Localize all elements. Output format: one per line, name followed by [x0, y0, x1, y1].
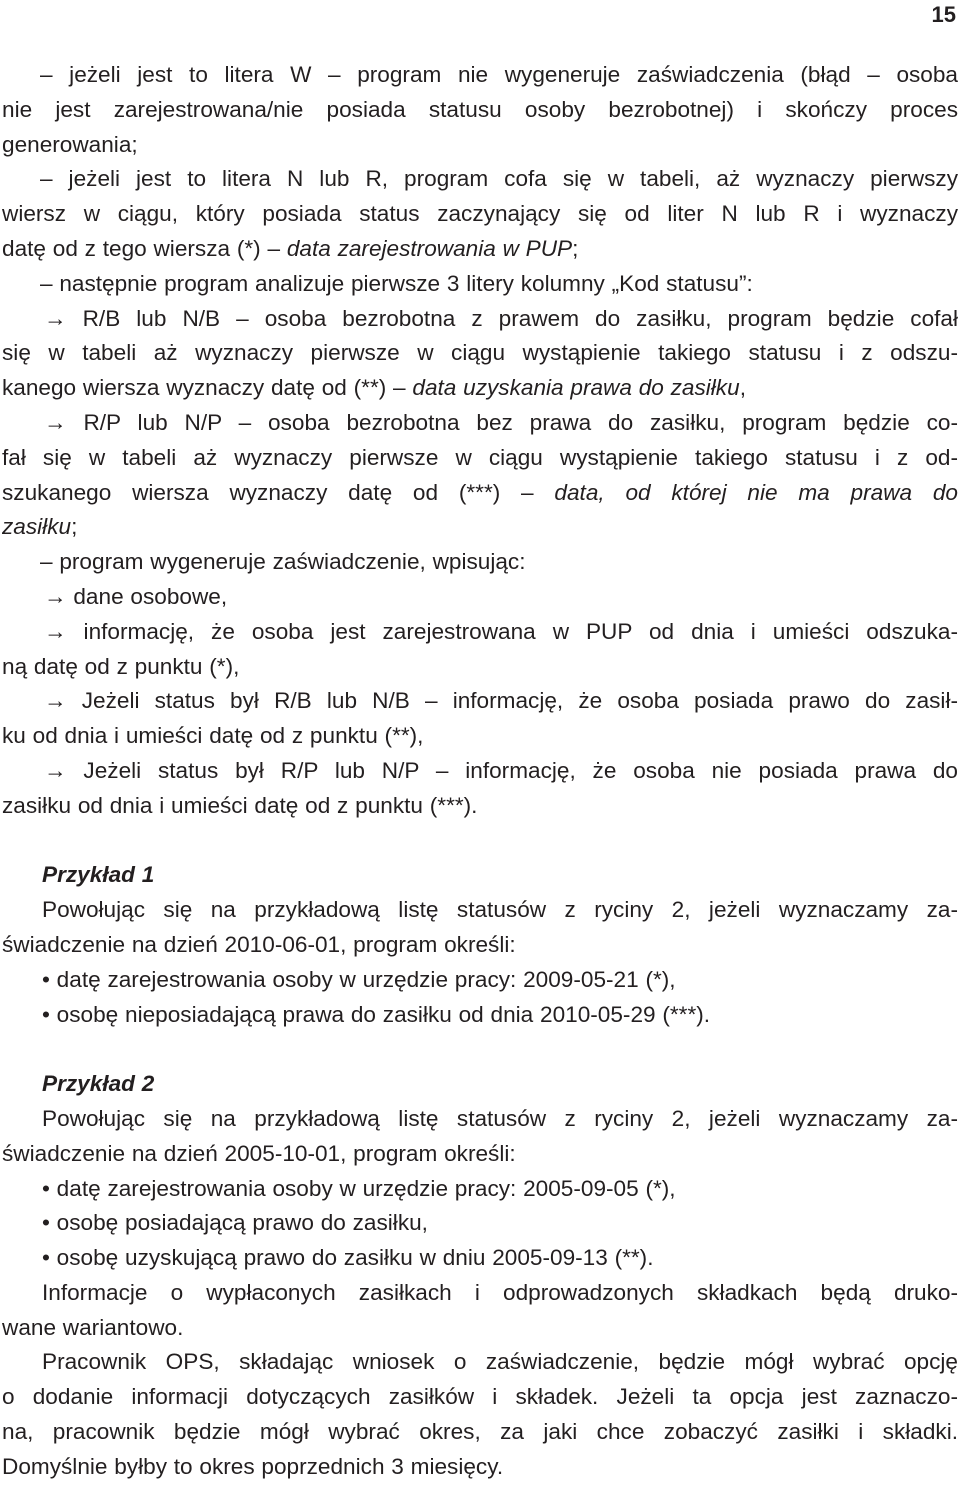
text-line: zasiłku od dnia i umieści datę od z punktu (***).	[2, 792, 478, 818]
text-line: → dane osobowe,	[44, 583, 228, 609]
italic-term: zasiłku	[2, 514, 72, 540]
text-line	[2, 476, 958, 511]
text-line: Domyślnie byłby to okres poprzednich 3 miesięcy.	[2, 1453, 504, 1479]
text-span: kanego wiersza wyznaczy datę od (**) –	[2, 375, 413, 401]
text-line: Powołując się na przykładową listę statusów z ryciny 2, jeżeli wyznaczamy za-	[42, 897, 958, 923]
bullet-item: • datę zarejestrowania osoby w urzędzie pracy: 2009-05-21 (*),	[42, 966, 676, 992]
text-line: świadczenie na dzień 2005-10-01, program określi:	[2, 1140, 516, 1166]
text-line	[2, 371, 958, 406]
bullet-item: • osobę uzyskującą prawo do zasiłku w dniu 2005-09-13 (**).	[42, 1245, 654, 1271]
text-line: Pracownik OPS, składając wniosek o zaświadczenie, będzie mógł wybrać opcję	[42, 1349, 958, 1375]
text-line: ną datę od z punktu (*),	[2, 653, 240, 679]
text-line: – program wygeneruje zaświadczenie, wpisując:	[40, 549, 526, 575]
document-body	[2, 58, 958, 1485]
text-line: – następnie program analizuje pierwsze 3 litery kolumny „Kod statusu”:	[40, 270, 753, 296]
text-line: Powołując się na przykładową listę statusów z ryciny 2, jeżeli wyznaczamy za-	[42, 1105, 958, 1131]
text-line: się w tabeli aż wyznaczy pierwsze w ciągu wystąpienie takiego statusu i z odszu-	[2, 340, 958, 366]
example-2-heading: Przykład 2	[42, 1071, 155, 1097]
bullet-item: • datę zarejestrowania osoby w urzędzie pracy: 2005-09-05 (*),	[42, 1175, 676, 1201]
text-line: generowania;	[2, 131, 138, 157]
text-line: → R/B lub N/B – osoba bezrobotna z prawem do zasiłku, program będzie cofał	[44, 305, 958, 331]
text-line: wane wariantowo.	[2, 1314, 184, 1340]
text-span: datę od z tego wiersza (*) –	[2, 235, 287, 261]
italic-term: data zarejestrowania w PUP	[286, 235, 573, 261]
italic-term: data, od której nie ma prawa do	[554, 479, 958, 505]
text-line: – jeżeli jest to litera W – program nie wygeneruje zaświadczenia (błąd – osoba	[40, 62, 958, 87]
text-line: Informacje o wypłaconych zasiłkach i odprowadzonych składkach będą druko-	[42, 1279, 958, 1305]
text-line	[2, 232, 958, 267]
text-line: → informację, że osoba jest zarejestrowana w PUP od dnia i umieści odszuka-	[44, 618, 958, 644]
text-line: fał się w tabeli aż wyznaczy pierwsze w ciągu wystąpienie takiego statusu i z od-	[2, 444, 958, 470]
text-span: szukanego wiersza wyznaczy datę od (***) –	[2, 479, 555, 505]
text-line: – jeżeli jest to litera N lub R, program cofa się w tabeli, aż wyznaczy pierwszy	[40, 166, 958, 192]
italic-term: data uzyskania prawa do zasiłku	[412, 375, 740, 401]
text-line: wiersz w ciągu, który posiada status zaczynający się od liter N lub R i wyznaczy	[2, 201, 958, 227]
text-line: o dodanie informacji dotyczących zasiłków i składek. Jeżeli ta opcja jest zaznaczo-	[2, 1384, 958, 1410]
bullet-item: • osobę posiadającą prawo do zasiłku,	[42, 1210, 428, 1236]
text-line: nie jest zarejestrowana/nie posiada statusu osoby bezrobotnej) i skończy proces	[2, 96, 958, 122]
text-line: na, pracownik będzie mógł wybrać okres, za jaki chce zobaczyć zasiłki i składki.	[2, 1419, 958, 1445]
text-line: → R/P lub N/P – osoba bezrobotna bez prawa do zasiłku, program będzie co-	[44, 409, 958, 435]
text-span: ;	[572, 235, 579, 261]
example-1-heading: Przykład 1	[42, 862, 155, 888]
text-line: → Jeżeli status był R/B lub N/B – informację, że osoba posiada prawo do zasił-	[44, 688, 958, 714]
text-line: → Jeżeli status był R/P lub N/P – informację, że osoba nie posiada prawa do	[44, 757, 958, 783]
text-line: ku od dnia i umieści datę od z punktu (**),	[2, 723, 424, 749]
text-line: świadczenie na dzień 2010-06-01, program określi:	[2, 931, 516, 957]
page-number: 15	[931, 2, 956, 27]
text-line	[2, 510, 958, 545]
text-span: ,	[739, 375, 746, 401]
text-span: ;	[71, 514, 78, 540]
bullet-item: • osobę nieposiadającą prawa do zasiłku od dnia 2010-05-29 (***).	[42, 1001, 711, 1027]
